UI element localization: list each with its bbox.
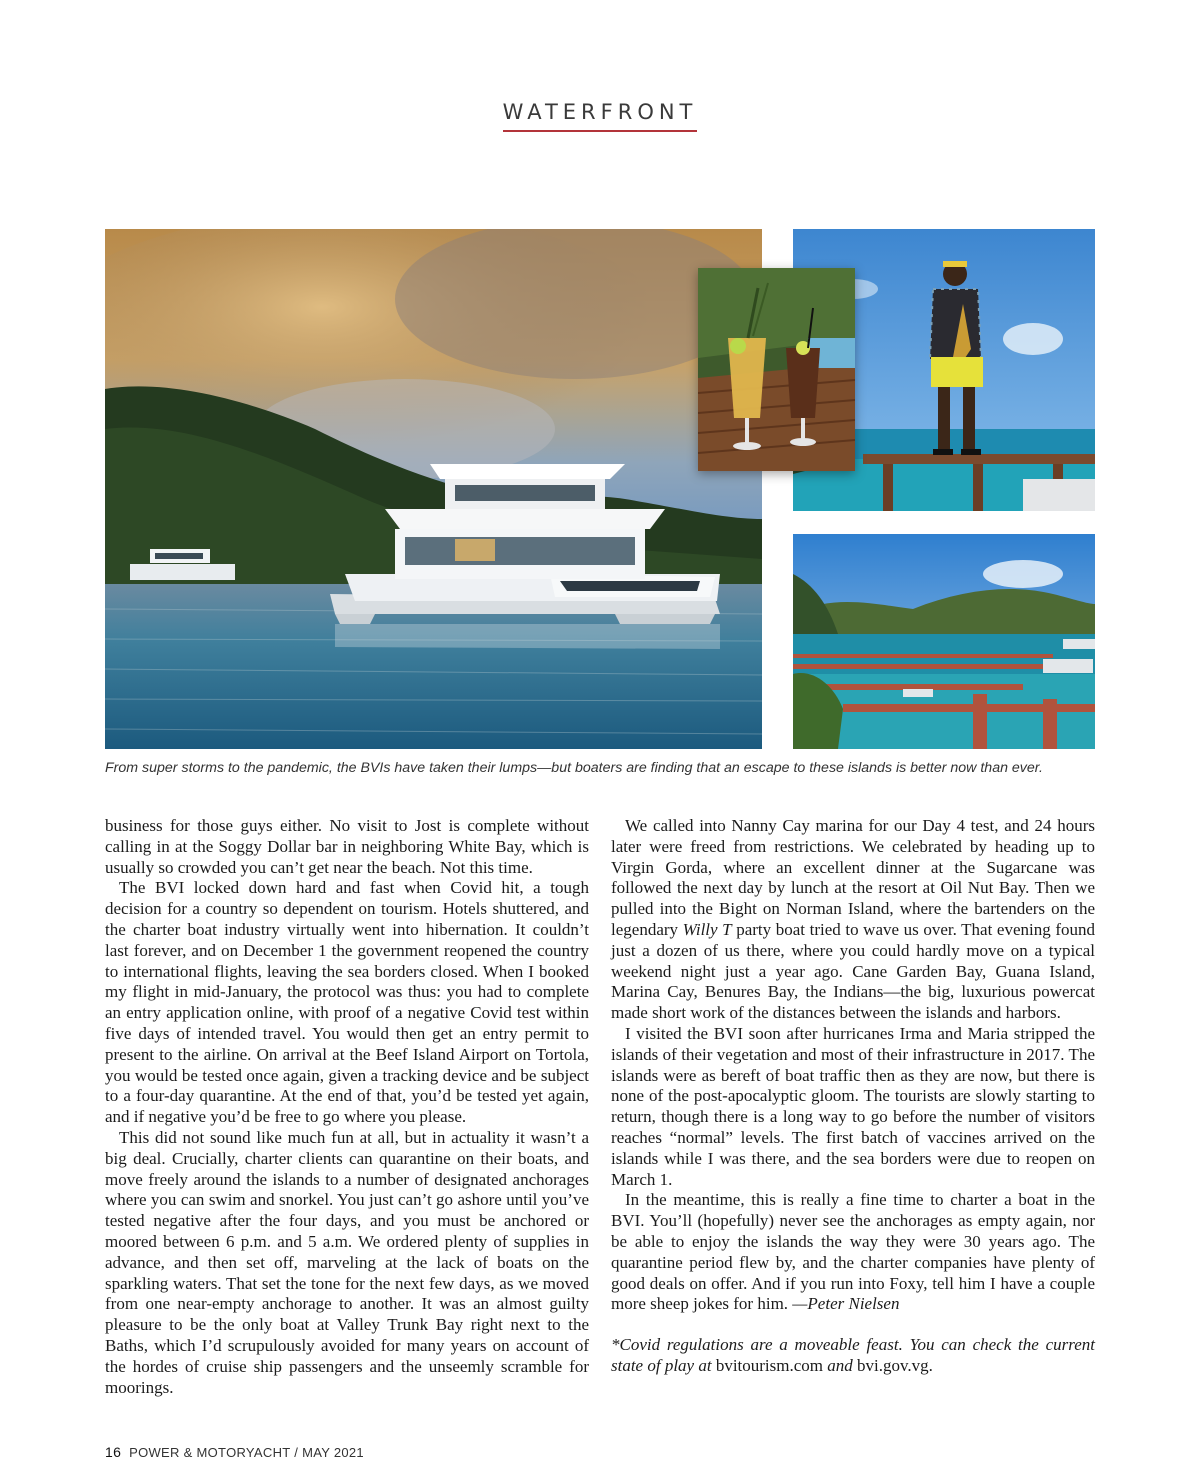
article-column-left <box>105 816 589 1398</box>
article-paragraph: The BVI locked down hard and fast when Covid hit, a tough decision for a country so dependent on tourism. Hotels shuttered, and the charter boat industry virtually went into hibernation. It couldn’t last forever, and on December 1 the government reopened the country to international flights, leaving the sea borders closed. When I booked my flight in mid-January, the protocol was thus: you had to complete an entry application online, with proof of a negative Covid test within five days of intended travel. You would then get an entry permit to present to the airline. On arrival at the Beef Island Airport on Tortola, you would be tested once again, given a tracking device and be subject to a four-day quarantine. At the end of that, you’d be tested yet again, and if negative you’d be free to go where you please. <box>105 878 589 1127</box>
bvi-gov-link[interactable]: bvi.gov.vg <box>857 1355 929 1375</box>
page-footer <box>105 1444 364 1460</box>
note-text: . <box>928 1355 933 1375</box>
boat-name: Willy T <box>682 919 732 939</box>
article-column-right <box>611 816 1095 1377</box>
section-header <box>0 100 1200 132</box>
paragraph-text: We called into Nanny Cay marina for our Day 4 test, and 24 hours later were freed from restrictions. We celebrated by heading up to Virgin Gorda, where an excellent dinner at the Sugarcane was followed the next day by lunch at the resort at Oil Nut Bay. Then we pulled into the Bight on Norman Island, where the bartenders on the legendary <box>611 816 1095 939</box>
author-byline: —Peter Nielsen <box>792 1294 900 1314</box>
article-paragraph: I visited the BVI soon after hurricanes Irma and Maria stripped the islands of their vegetation and most of their infrastructure in 2017. The islands were as bereft of boat traffic then as they are now, but there is none of the post-apocalyptic gloom. The tourists are slowly starting to return, though there is a long way to go before the number of visitors reaches “normal” levels. The first batch of vaccines arrived on the islands while I was there, and the sea borders were due to reopen on March 1. <box>611 1023 1095 1189</box>
paragraph-text: In the meantime, this is really a fine time to charter a boat in the BVI. You’ll (hopefully) never see the anchorages as empty again, nor be able to enjoy the islands the way they were 30 years ago. The quarantine period flew by, and the charter companies have plenty of good deals on offer. And if you run into Foxy, tell him I have a couple more sheep jokes for him. <box>611 1190 1095 1314</box>
photo-caption: From super storms to the pandemic, the BVIs have taken their lumps—but boaters are finding that an escape to these islands is better now than ever. <box>105 760 1043 776</box>
note-text: *Covid regulations are a moveable feast. You can check the current state of play at <box>611 1335 1095 1375</box>
section-label: WATERFRONT <box>503 100 698 132</box>
article-paragraph: business for those guys either. No visit to Jost is complete without calling in at the Soggy Dollar bar in neighboring White Bay, which is usually so crowded you can’t get near the beach. Not this time. <box>105 816 589 877</box>
footer-separator: / <box>294 1445 299 1460</box>
cocktails-photo <box>698 268 855 471</box>
covid-note <box>611 1335 1095 1377</box>
issue-date: MAY 2021 <box>302 1445 364 1460</box>
catamaran-photo <box>105 229 762 749</box>
publication-name: POWER & MOTORYACHT <box>129 1445 291 1460</box>
marina-photo <box>793 534 1095 749</box>
note-text: and <box>823 1355 858 1375</box>
article-paragraph <box>611 1190 1095 1315</box>
paragraph-text: party boat tried to wave us over. That evening found just a dozen of us there, where you could hardly move on a typical weekend night just a year ago. Cane Garden Bay, Guana Island, Marina Cay, Benures Bay, the Indians—the big, luxurious powercat made short work of the distances between the islands and harbors. <box>611 919 1095 1023</box>
article-paragraph <box>611 816 1095 1024</box>
bvitourism-link[interactable]: bvitourism.com <box>715 1355 824 1375</box>
page-number: 16 <box>105 1444 122 1460</box>
article-paragraph: This did not sound like much fun at all, but in actuality it wasn’t a big deal. Crucially, charter clients can quarantine on their boats, and move freely around the islands to a number of designated anchorages where you can swim and snorkel. You just can’t go ashore until you’ve tested negative after the four days, and you must be anchored or moored between 6 p.m. and 5 a.m. We ordered plenty of supplies in advance, and then set off, marveling at the lack of boats on the sparkling waters. That set the tone for the next few days, as we moved from one near-empty anchorage to another. It was an almost guilty pleasure to be the only boat at Valley Trunk Bay right next to the Baths, which I’d scrupulously avoided for many years on account of the hordes of cruise ship passengers and the unseemly scramble for moorings. <box>105 1127 589 1397</box>
